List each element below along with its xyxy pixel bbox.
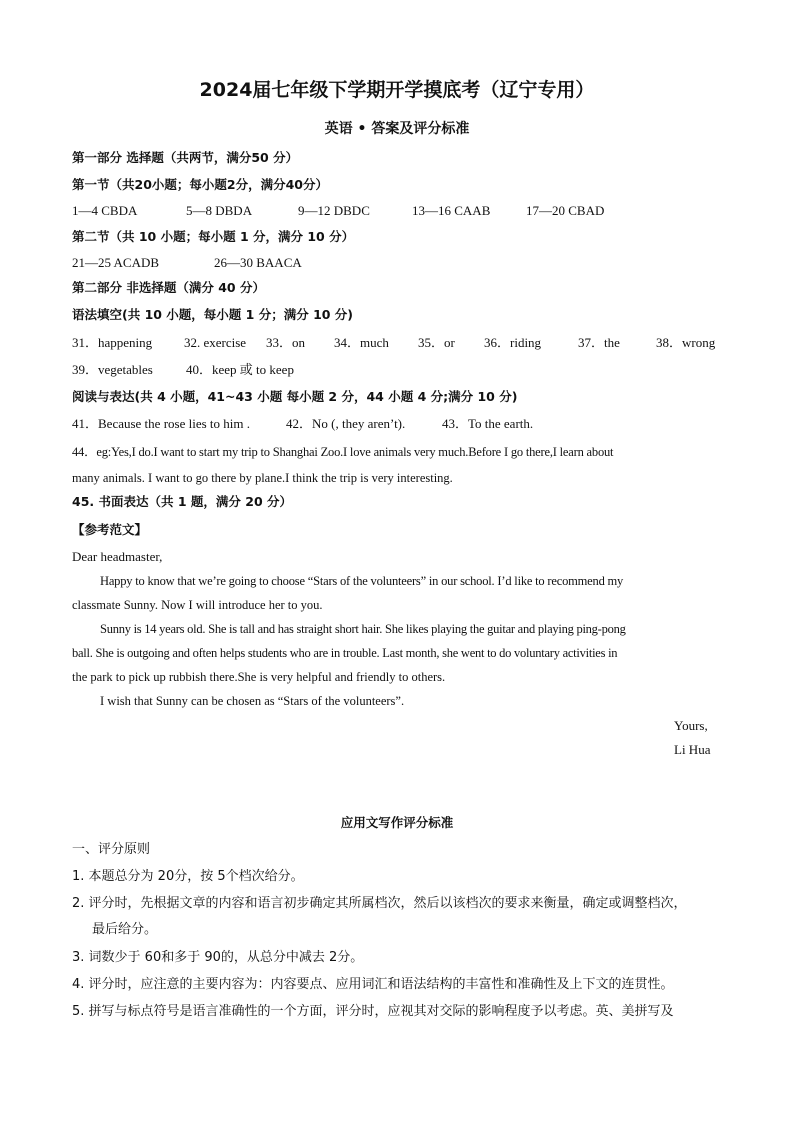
essay-paragraph-line: classmate Sunny. Now I will introduce her to you. [72,598,323,612]
essay-paragraph-line: Sunny is 14 years old. She is tall and has straight short hair. She likes playing the guitar and playing ping-pong [100,622,626,636]
reading-answer-41: 41．Because the rose lies to him . [72,416,250,431]
answer-group: 21—25 ACADB [72,255,160,270]
grammar-answer: 38．wrong [656,335,716,350]
reading-answer-44-line1: 44．eg:Yes,I do.I want to start my trip to Shanghai Zoo.I love animals very much.Before I go there,I learn about [72,445,614,459]
criteria-item: 3. 词数少于 60和多于 90的，从总分中减去 2分。 [72,950,364,965]
sample-essay-label: 【参考范文】 [72,522,148,537]
reading-answer-43: 43．To the earth. [442,416,534,431]
grammar-answer: 33．on [266,335,306,350]
grammar-answers-row2 [0,362,794,378]
essay-closing: Yours, [674,718,708,733]
part2-heading: 第二部分 非选择题（满分 40 分） [72,280,265,295]
essay-paragraph-line: I wish that Sunny can be chosen as “Stars of the volunteers”. [100,694,405,708]
reading-heading: 阅读与表达(共 4 小题，41~43 小题 每小题 2 分，44 小题 4 分;满分 10 分) [72,389,518,404]
answer-group: 1—4 CBDA [72,203,138,218]
reading-answers-41-43 [0,416,794,432]
section1-answers [0,203,794,219]
grammar-answers-row1 [0,335,794,351]
criteria-item: 5. 拼写与标点符号是语言准确性的一个方面，评分时，应视其对交际的影响程度予以考虑。英、美拼写及 [72,1004,674,1019]
grammar-answer: 40．keep 或 to keep [186,362,294,377]
criteria-item: 4. 评分时，应注意的主要内容为：内容要点、应用词汇和语法结构的丰富性和准确性及上下文的连贯性。 [72,977,674,992]
answer-group: 26—30 BAACA [214,255,302,270]
page-title: 2024届七年级下学期开学摸底考（辽宁专用） [199,79,595,101]
page-subtitle: 英语 • 答案及评分标准 [324,121,470,137]
answer-group: 5—8 DBDA [186,203,253,218]
grammar-answer: 32. exercise [184,335,247,350]
section1-heading: 第一节（共20小题；每小题2分，满分40分） [72,177,328,192]
essay-paragraph-line: the park to pick up rubbish there.She is very helpful and friendly to others. [72,670,446,684]
grammar-answer: 37．the [578,335,620,350]
criteria-item: 2. 评分时，先根据文章的内容和语言初步确定其所属档次，然后以该档次的要求来衡量，确定或调整档次， [72,896,687,911]
writing-heading: 45. 书面表达（共 1 题，满分 20 分） [72,494,292,509]
grammar-answer: 31．happening [72,335,153,350]
section2-answers [0,255,794,271]
section2-heading: 第二节（共 10 小题；每小题 1 分，满分 10 分） [72,229,355,244]
answer-group: 9—12 DBDC [298,203,370,218]
answer-group: 13—16 CAAB [412,203,491,218]
part1-heading: 第一部分 选择题（共两节，满分50 分） [72,150,299,165]
criteria-item: 1. 本题总分为 20分，按 5个档次给分。 [72,869,304,884]
essay-paragraph-line: Happy to know that we’re going to choose “Stars of the volunteers” in our school. I’d like to recommend my [100,574,624,588]
criteria-item-continuation: 最后给分。 [92,922,158,937]
grammar-answer: 35．or [418,335,455,350]
essay-signature: Li Hua [674,742,711,757]
essay-greeting: Dear headmaster, [72,549,163,564]
grammar-answer: 34．much [334,335,389,350]
reading-answer-42: 42．No (, they aren’t). [286,416,406,431]
answer-group: 17—20 CBAD [526,203,605,218]
grammar-heading: 语法填空(共 10 小题，每小题 1 分；满分 10 分) [72,307,354,322]
grammar-answer: 36．riding [484,335,542,350]
criteria-section-heading: 一、评分原则 [72,842,151,857]
essay-paragraph-line: ball. She is outgoing and often helps students who are in trouble. Last month, she went to do voluntary activities in [72,646,618,660]
criteria-title: 应用文写作评分标准 [340,815,454,830]
reading-answer-44-line2: many animals. I want to go there by plane.I think the trip is very interesting. [72,471,453,485]
grammar-answer: 39．vegetables [72,362,153,377]
